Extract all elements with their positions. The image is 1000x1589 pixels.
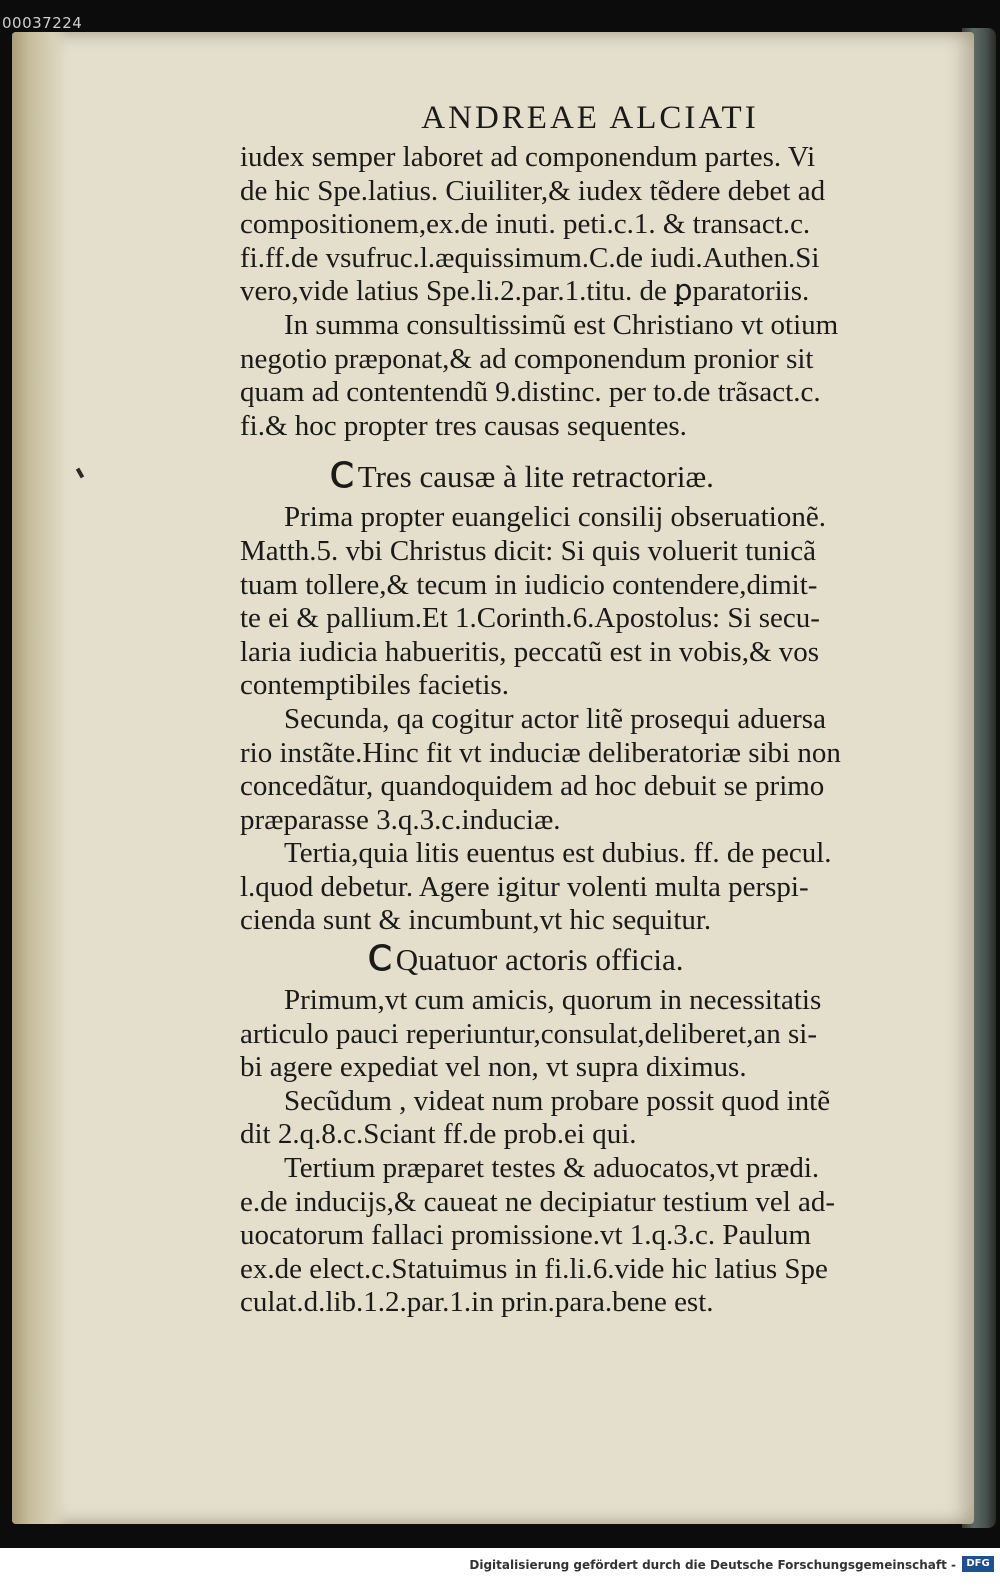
text-block [240,100,900,1320]
text-line: Primum,vt cum amicis, quorum in necessitatis [284,984,822,1017]
text-line: compositionem,ex.de inuti. peti.c.1. & transact.c. [240,208,811,241]
text-line: cienda sunt & incumbunt,vt hic sequitur. [240,904,712,937]
paragraph-4 [240,703,900,837]
text-line: bi agere expediat vel non, vt supra diximus. [240,1051,747,1084]
running-head: ANDREAE ALCIATI [421,100,759,136]
paragraph-6 [240,984,900,1085]
dfg-logo-icon: DFG [962,1556,994,1572]
scan-id-label: 00037224 [2,14,83,32]
text-line: laria iudicia habueritis, peccatũ est in vobis,& vos [240,635,820,668]
paragraph-1 [240,141,900,309]
text-line: uocatorum fallaci promissione.vt 1.q.3.c. Paulum [240,1219,812,1252]
text-line: Tertia,quia litis euentus est dubius. ff. de pecul. [284,837,832,870]
text-line: præparasse 3.q.3.c.induciæ. [240,803,561,836]
paragraph-2 [240,309,900,443]
section-heading-duties [240,940,900,980]
text-line: Secunda, qa cogitur actor litẽ prosequi aduersa [284,702,826,735]
text-line: Prima propter euangelici consilij obseruationẽ. [284,501,826,534]
text-line: contemptibiles facietis. [240,669,509,702]
text-line: concedãtur, quandoquidem ad hoc debuit se primo [240,770,825,803]
page-gutter [12,32,70,1524]
text-line: te ei & pallium.Et 1.Corinth.6.Apostolus: Si secu- [240,602,820,635]
text-line: dit 2.q.8.c.Sciant ff.de prob.ei qui. [240,1118,637,1151]
text-line: fi.ff.de vsufruc.l.æquissimum.C.de iudi.Authen.Si [240,241,820,274]
heading-text: Tres causæ à lite retractoriæ. [357,459,714,495]
text-line: e.de inducijs,& caueat ne decipiatur testium vel ad- [240,1185,836,1218]
text-line: articulo pauci reperiuntur,consulat,deliberet,an si- [240,1017,817,1050]
text-line: de hic Spe.latius. Ciuiliter,& iudex tẽdere debet ad [240,174,826,207]
text-line: Matth.5. vbi Christus dicit: Si quis voluerit tunicã [240,534,816,567]
paragraph-3 [240,501,900,703]
section-heading-causes [240,457,900,497]
text-line: l.quod debetur. Agere igitur volenti multa perspi- [240,870,809,903]
text-line: ex.de elect.c.Statuimus in fi.li.6.vide hic latius Spe [240,1252,828,1285]
pilcrow-icon: Ⅽ [368,941,392,979]
text-line: iudex semper laboret ad componendum partes. Vi [240,141,816,173]
text-line: rio instãte.Hinc fit vt induciæ deliberatoriæ sibi non [240,736,841,769]
pilcrow-icon: Ⅽ [330,458,354,496]
footer-strip [0,1548,1000,1589]
paragraph-7 [240,1085,900,1152]
text-line: vero,vide latius Spe.li.2.par.1.titu. de ꝑparatoriis. [240,275,810,308]
funding-credit: Digitalisierung gefördert durch die Deutsche Forschungsgemeinschaft - [469,1558,956,1572]
heading-text: Quatuor actoris officia. [395,942,684,978]
text-line: fi.& hoc propter tres causas sequentes. [240,409,687,442]
paragraph-5 [240,837,900,938]
paragraph-8 [240,1152,900,1320]
text-line: quam ad contentendũ 9.distinc. per to.de trãsact.c. [240,376,821,409]
text-line: Secũdum , videat num probare possit quod intẽ [284,1084,831,1117]
text-line: negotio præponat,& ad componendum pronior sit [240,342,814,375]
text-line: culat.d.lib.1.2.par.1.in prin.para.bene est. [240,1286,714,1319]
text-line: tuam tollere,& tecum in iudicio contendere,dimit- [240,568,818,601]
text-line: In summa consultissimũ est Christiano vt otium [284,308,839,341]
text-line: Tertium præparet testes & aduocatos,vt prædi. [284,1152,820,1185]
